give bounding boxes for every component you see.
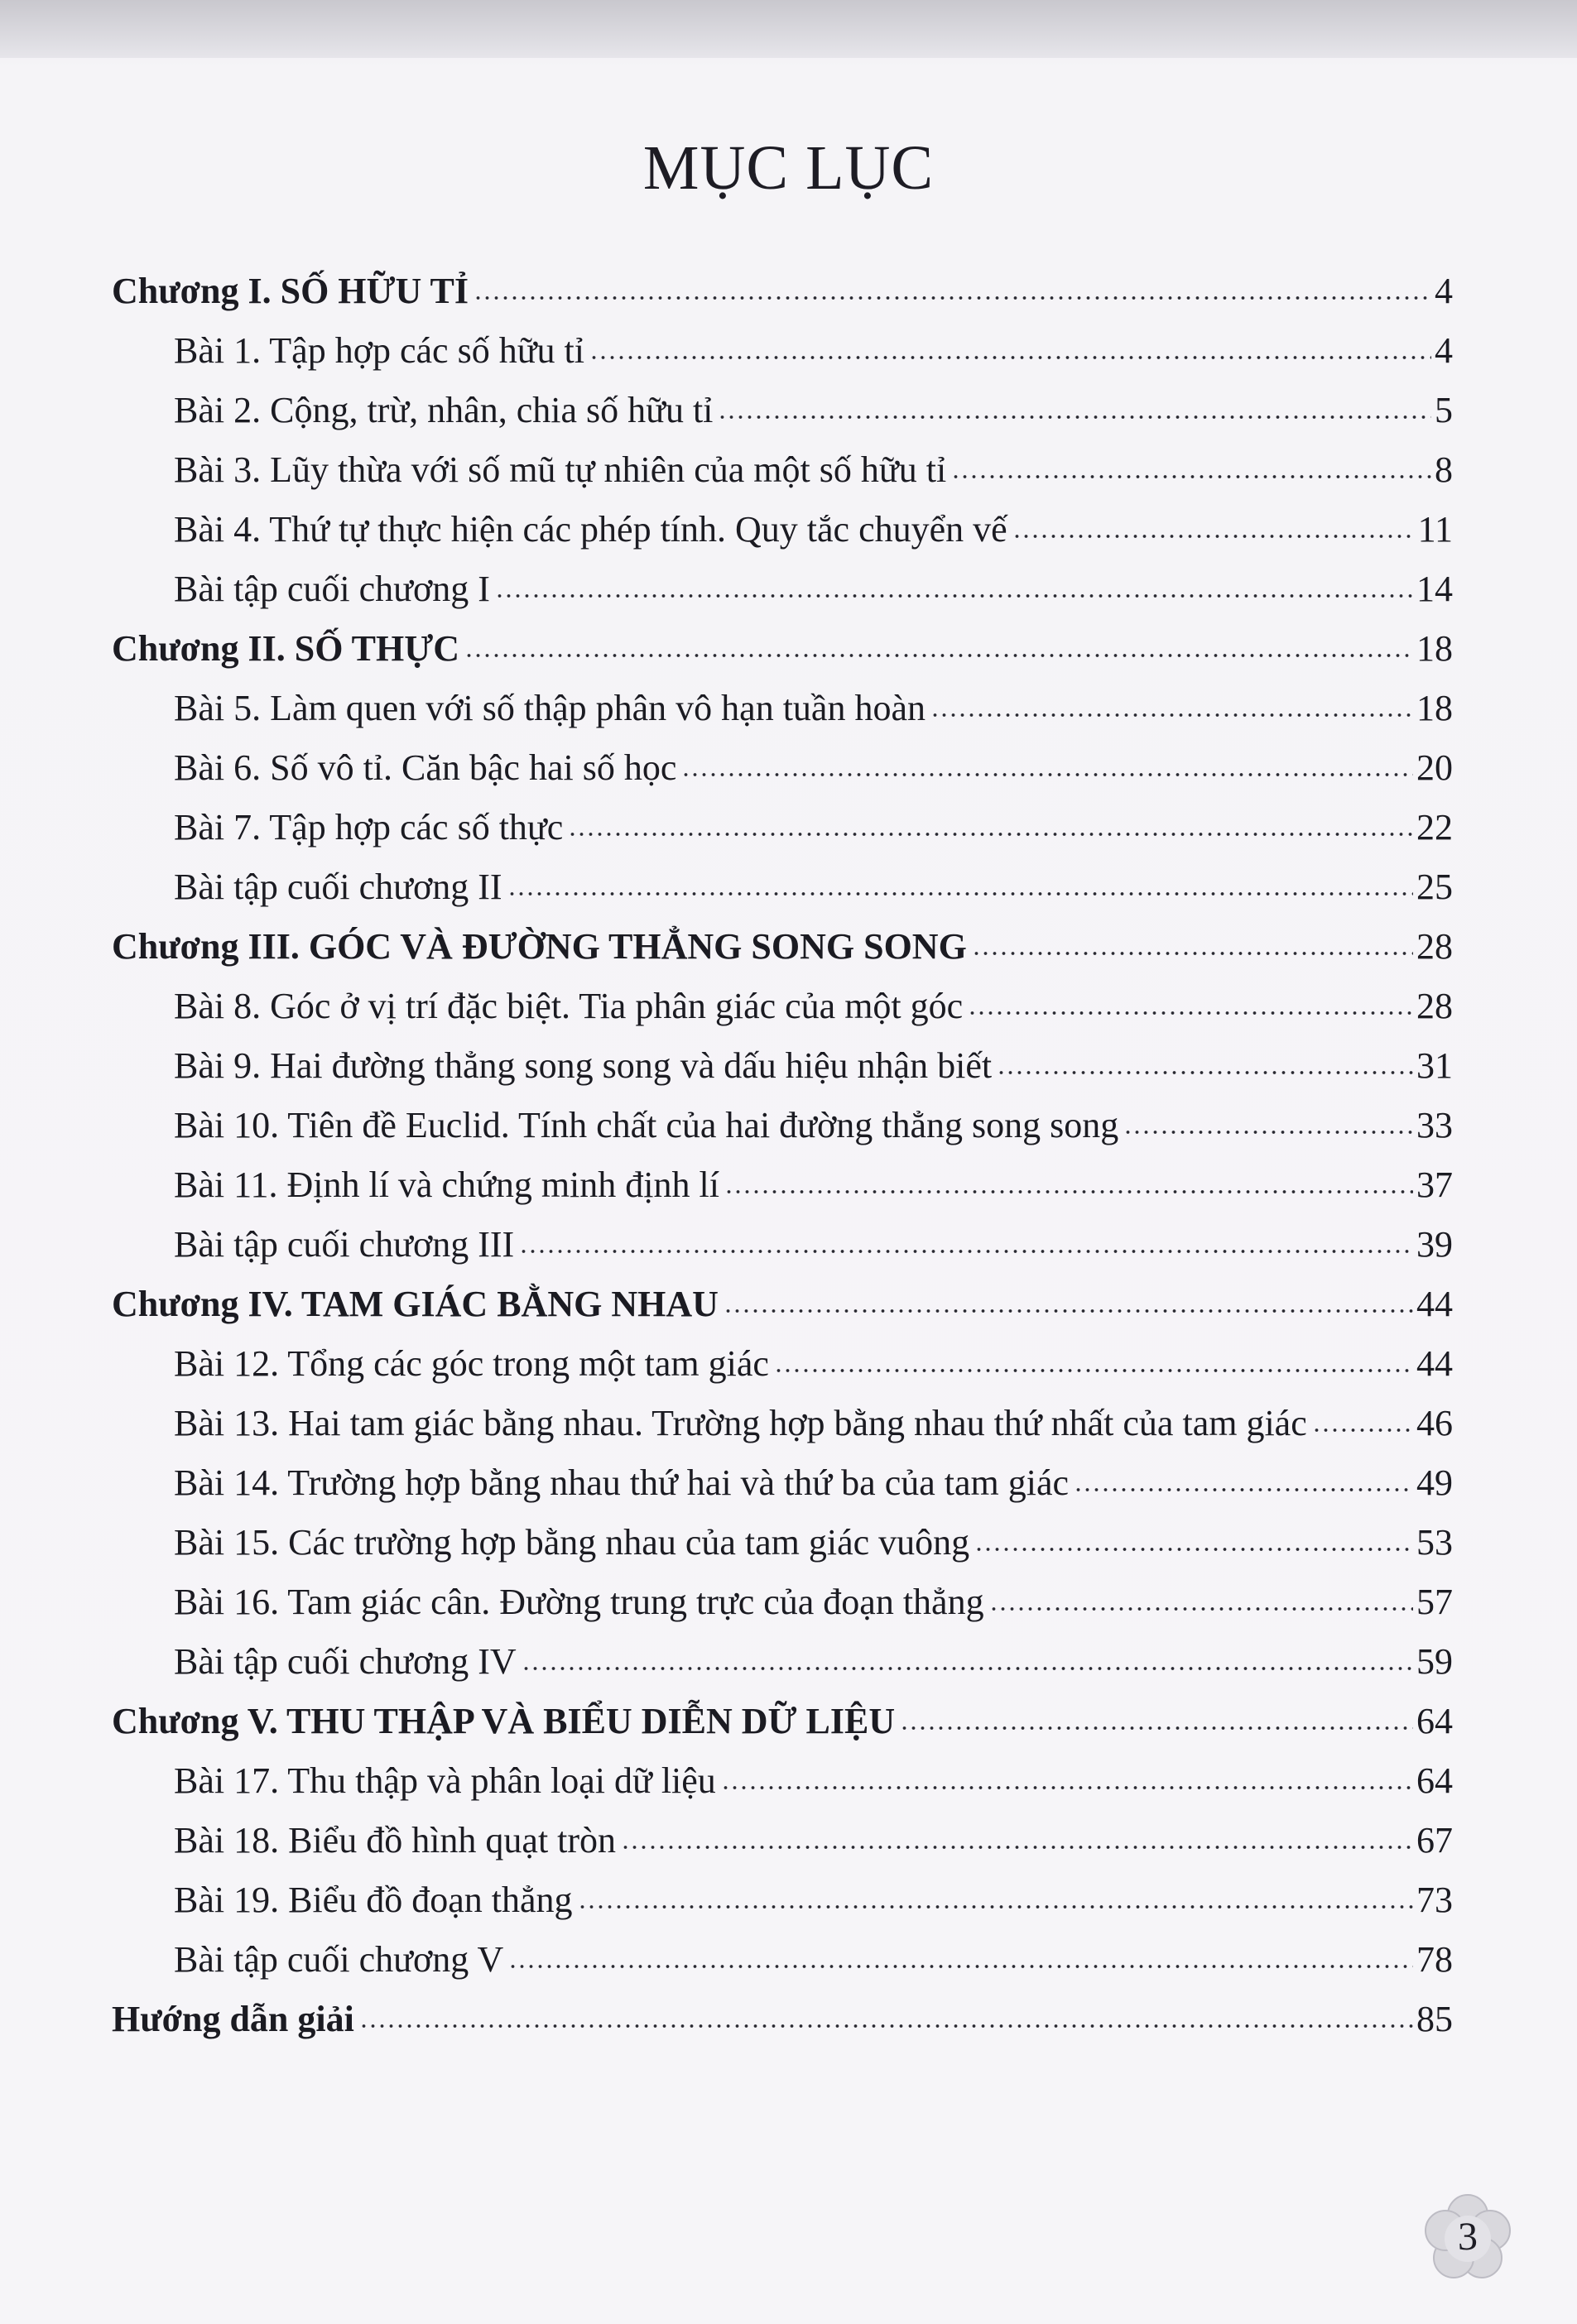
toc-entry-label: Bài 11. Định lí và chứng minh định lí [174, 1164, 719, 1205]
toc-entry-label: Bài tập cuối chương V [174, 1939, 504, 1980]
dot-leader [681, 768, 1413, 778]
toc-entry-page: 39 [1416, 1224, 1453, 1265]
toc-entry-label: Chương III. GÓC VÀ ĐƯỜNG THẲNG SONG SONG [112, 926, 967, 967]
dot-leader [578, 1900, 1414, 1910]
toc-chapter-entry [112, 262, 1453, 321]
dot-leader [724, 1185, 1413, 1195]
toc-entry-page: 64 [1416, 1760, 1453, 1801]
toc-entry-label: Bài 10. Tiên đề Euclid. Tính chất của hai đường thẳng song song [174, 1105, 1119, 1145]
toc-entry-label: Bài tập cuối chương II [174, 867, 502, 907]
toc-entry-page: 4 [1435, 271, 1453, 311]
toc-entry-label: Bài 1. Tập hợp các số hữu tỉ [174, 330, 584, 371]
toc-entry-page: 49 [1416, 1462, 1453, 1503]
toc-lesson-entry [112, 1036, 1453, 1096]
toc-entry-label: Chương IV. TAM GIÁC BẰNG NHAU [112, 1284, 719, 1324]
dot-leader [519, 1245, 1413, 1255]
toc-entry-label: Bài 8. Góc ở vị trí đặc biệt. Tia phân giác của một góc [174, 986, 964, 1026]
toc-entry-label: Bài 9. Hai đường thẳng song song và dấu hiệu nhận biết [174, 1045, 993, 1086]
toc-entry-page: 53 [1416, 1522, 1453, 1563]
toc-lesson-entry [112, 1453, 1453, 1513]
toc-lesson-entry [112, 1751, 1453, 1811]
toc-entry-label: Bài 18. Biểu đồ hình quạt tròn [174, 1820, 617, 1861]
toc-entry-label: Bài 14. Trường hợp bằng nhau thứ hai và thứ ba của tam giác [174, 1462, 1070, 1503]
toc-entry-label: Bài tập cuối chương IV [174, 1641, 517, 1682]
toc-entry-page: 78 [1416, 1939, 1453, 1980]
dot-leader [968, 1006, 1413, 1016]
dot-leader [464, 649, 1413, 659]
toc-entry-page: 44 [1416, 1284, 1453, 1324]
page-title: MỤC LỤC [642, 133, 935, 203]
dot-leader [522, 1662, 1413, 1672]
dot-leader [359, 2019, 1413, 2029]
toc-entry-label: Bài tập cuối chương I [174, 569, 490, 609]
dot-leader [507, 887, 1413, 897]
dot-leader [568, 828, 1413, 838]
toc-lesson-entry [112, 1394, 1453, 1453]
toc-lesson-entry [112, 1930, 1453, 1990]
toc-lesson-entry [112, 977, 1453, 1036]
toc-entry-page: 18 [1416, 688, 1453, 728]
toc-entry-label: Bài 17. Thu thập và phân loại dữ liệu [174, 1760, 716, 1801]
toc-lesson-entry [112, 1215, 1453, 1275]
dot-leader [972, 947, 1413, 957]
toc-chapter-entry [112, 917, 1453, 977]
dot-leader [1312, 1424, 1413, 1433]
toc-entry-label: Bài 4. Thứ tự thực hiện các phép tính. Quy tắc chuyển vế [174, 509, 1007, 550]
dot-leader [774, 1364, 1413, 1374]
table-of-contents [112, 262, 1453, 2049]
toc-entry-label: Bài 12. Tổng các góc trong một tam giác [174, 1343, 769, 1384]
toc-entry-page: 20 [1416, 747, 1453, 788]
dot-leader [1012, 530, 1415, 540]
toc-lesson-entry [112, 500, 1453, 559]
toc-chapter-entry [112, 1275, 1453, 1334]
toc-entry-label: Bài 19. Biểu đồ đoạn thẳng [174, 1880, 573, 1920]
toc-entry-page: 18 [1416, 628, 1453, 669]
toc-entry-page: 44 [1416, 1343, 1453, 1384]
toc-entry-label: Bài 7. Tập hợp các số thực [174, 807, 564, 847]
toc-lesson-entry [112, 1096, 1453, 1155]
dot-leader [721, 1781, 1413, 1791]
toc-entry-label: Chương I. SỐ HỮU TỈ [112, 271, 469, 311]
toc-lesson-entry [112, 1334, 1453, 1394]
toc-entry-page: 59 [1416, 1641, 1453, 1682]
toc-entry-page: 28 [1416, 986, 1453, 1026]
toc-lesson-entry [112, 1632, 1453, 1692]
dot-leader [974, 1543, 1413, 1553]
toc-entry-label: Bài 5. Làm quen với số thập phân vô hạn tuần hoàn [174, 688, 926, 728]
toc-lesson-entry [112, 321, 1453, 381]
toc-entry-page: 57 [1416, 1582, 1453, 1622]
toc-lesson-entry [112, 1870, 1453, 1930]
dot-leader [495, 589, 1413, 599]
toc-entry-page: 46 [1416, 1403, 1453, 1443]
dot-leader [1123, 1126, 1413, 1136]
toc-lesson-entry [112, 1811, 1453, 1870]
toc-entry-page: 31 [1416, 1045, 1453, 1086]
toc-lesson-entry [112, 1573, 1453, 1632]
dot-leader [1074, 1483, 1413, 1493]
dot-leader [930, 708, 1413, 718]
toc-entry-label: Bài 2. Cộng, trừ, nhân, chia số hữu tỉ [174, 390, 714, 430]
toc-lesson-entry [112, 559, 1453, 619]
toc-entry-page: 22 [1416, 807, 1453, 847]
toc-entry-label: Chương II. SỐ THỰC [112, 628, 459, 669]
page-number: 3 [1458, 2215, 1478, 2259]
toc-entry-label: Chương V. THU THẬP VÀ BIỂU DIỄN DỮ LIỆU [112, 1701, 896, 1741]
dot-leader [997, 1066, 1413, 1076]
dot-leader [724, 1304, 1413, 1314]
toc-lesson-entry [112, 440, 1453, 500]
page-number-badge [1422, 2192, 1513, 2283]
toc-chapter-entry [112, 619, 1453, 679]
toc-entry-page: 28 [1416, 926, 1453, 967]
toc-entry-page: 8 [1435, 449, 1453, 490]
toc-lesson-entry [112, 1155, 1453, 1215]
toc-entry-label: Bài 16. Tam giác cân. Đường trung trực của đoạn thẳng [174, 1582, 984, 1622]
toc-chapter-entry [112, 1692, 1453, 1751]
toc-entry-label: Bài 3. Lũy thừa với số mũ tự nhiên của một số hữu tỉ [174, 449, 947, 490]
toc-entry-page: 11 [1417, 509, 1453, 550]
toc-entry-page: 5 [1435, 390, 1453, 430]
toc-entry-page: 25 [1416, 867, 1453, 907]
dot-leader [951, 470, 1431, 480]
toc-chapter-entry [112, 1990, 1453, 2049]
toc-entry-page: 64 [1416, 1701, 1453, 1741]
dot-leader [989, 1602, 1413, 1612]
toc-entry-label: Hướng dẫn giải [112, 1999, 354, 2039]
dot-leader [474, 291, 1431, 301]
toc-lesson-entry [112, 381, 1453, 440]
toc-lesson-entry [112, 679, 1453, 738]
toc-entry-label: Bài 15. Các trường hợp bằng nhau của tam giác vuông [174, 1522, 970, 1563]
toc-lesson-entry [112, 857, 1453, 917]
toc-entry-label: Bài 6. Số vô tỉ. Căn bậc hai số học [174, 747, 677, 788]
toc-entry-page: 73 [1416, 1880, 1453, 1920]
toc-entry-label: Bài 13. Hai tam giác bằng nhau. Trường hợp bằng nhau thứ nhất của tam giác [174, 1403, 1307, 1443]
toc-entry-label: Bài tập cuối chương III [174, 1224, 515, 1265]
toc-lesson-entry [112, 1513, 1453, 1573]
page-top-shadow [0, 0, 1577, 58]
dot-leader [508, 1960, 1413, 1970]
toc-entry-page: 4 [1435, 330, 1453, 371]
dot-leader [900, 1721, 1413, 1731]
toc-lesson-entry [112, 798, 1453, 857]
toc-entry-page: 85 [1416, 1999, 1453, 2039]
dot-leader [621, 1841, 1413, 1851]
dot-leader [718, 411, 1431, 420]
toc-entry-page: 33 [1416, 1105, 1453, 1145]
dot-leader [589, 351, 1431, 361]
toc-entry-page: 14 [1416, 569, 1453, 609]
toc-entry-page: 67 [1416, 1820, 1453, 1861]
toc-entry-page: 37 [1416, 1164, 1453, 1205]
toc-lesson-entry [112, 738, 1453, 798]
